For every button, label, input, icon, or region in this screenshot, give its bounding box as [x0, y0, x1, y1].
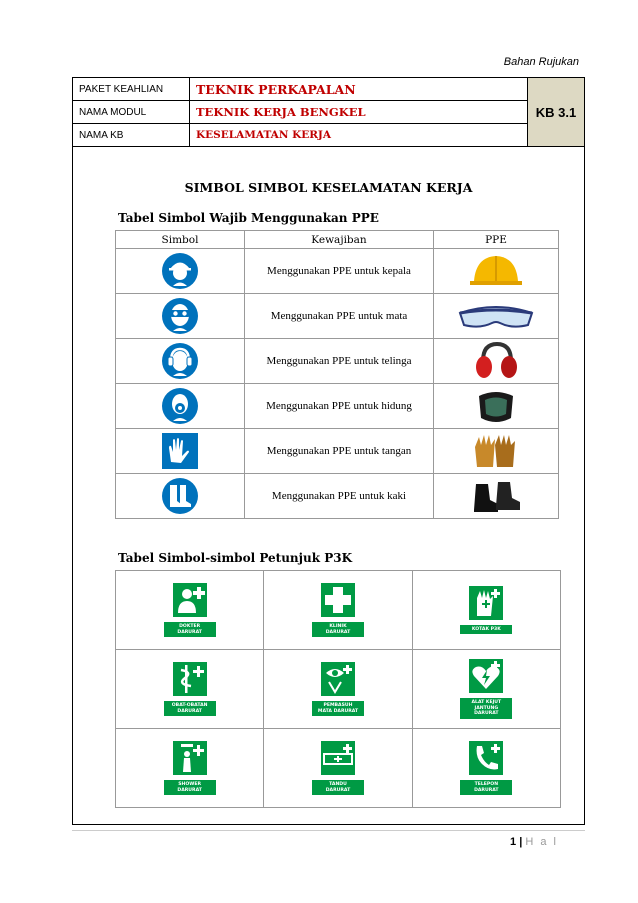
sign-cell	[116, 729, 264, 808]
sign-label: TELEPON DARURAT	[460, 780, 512, 795]
ear-protection-sign-icon	[161, 342, 199, 380]
page-title: SIMBOL SIMBOL KESELAMATAN KERJA	[184, 180, 473, 195]
paket-label: PAKET KEAHLIAN	[73, 78, 190, 101]
stretcher-icon	[321, 741, 355, 775]
sign-cell	[412, 571, 560, 650]
sign-label: PEMBASUH MATA DARURAT	[312, 701, 364, 716]
safety-boots-icon	[468, 476, 524, 516]
sign-label: KLINIK DARURAT	[312, 622, 364, 637]
obligation-text: Menggunakan PPE untuk tangan	[245, 429, 434, 474]
table-row	[116, 294, 559, 339]
helmet-icon	[468, 251, 524, 291]
safety-goggles-icon	[456, 299, 536, 333]
sign-cell	[412, 650, 560, 729]
boots-sign-icon	[161, 477, 199, 515]
p3k-table-caption: Tabel Simbol-simbol Petunjuk P3K	[118, 551, 353, 565]
sign-clinic	[312, 583, 364, 637]
sign-defibrillator	[460, 659, 512, 719]
sign-cell	[264, 729, 412, 808]
kb-label: NAMA KB	[73, 124, 190, 147]
sign-eyewash	[312, 662, 364, 716]
first-aid-box-icon	[469, 586, 503, 620]
ppe-table	[115, 230, 559, 519]
col-header-symbol: Simbol	[116, 231, 245, 249]
modul-label: NAMA MODUL	[73, 101, 190, 124]
eyewash-icon	[321, 662, 355, 696]
table-row	[116, 429, 559, 474]
sign-label: ALAT KEJUT JANTUNG DARURAT	[460, 698, 512, 719]
obligation-text: Menggunakan PPE untuk kaki	[245, 474, 434, 519]
doctor-icon	[173, 583, 207, 617]
sign-telephone	[460, 741, 512, 795]
sign-shower	[164, 741, 216, 795]
sign-label: TANDU DARURAT	[312, 780, 364, 795]
obligation-text: Menggunakan PPE untuk mata	[245, 294, 434, 339]
kb-code: KB 3.1	[528, 78, 585, 147]
page-number: 1	[510, 836, 517, 848]
mask-icon	[471, 386, 521, 426]
obligation-text: Menggunakan PPE untuk kepala	[245, 249, 434, 294]
sign-first-aid-box	[460, 586, 512, 635]
sign-cell	[264, 650, 412, 729]
hard-hat-sign-icon	[161, 252, 199, 290]
telephone-icon	[469, 741, 503, 775]
table-row	[116, 384, 559, 429]
reference-note: Bahan Rujukan	[503, 56, 579, 68]
work-gloves-icon	[471, 431, 521, 471]
sign-cell	[116, 571, 264, 650]
sign-label: OBAT-OBATAN DARURAT	[164, 701, 216, 716]
kb-value: KESELAMATAN KERJA	[190, 124, 528, 147]
obligation-text: Menggunakan PPE untuk telinga	[245, 339, 434, 384]
sign-stretcher	[312, 741, 364, 795]
sign-label: DOKTER DARURAT	[164, 622, 216, 637]
footer-separator: |	[519, 836, 523, 848]
table-row	[116, 249, 559, 294]
earmuff-icon	[471, 341, 521, 381]
sign-label: KOTAK P3K	[460, 625, 512, 635]
footer-word: H a l	[525, 836, 558, 848]
shower-icon	[173, 741, 207, 775]
table-row	[116, 339, 559, 384]
col-header-obligation: Kewajiban	[245, 231, 434, 249]
sign-cell	[116, 650, 264, 729]
obligation-text: Menggunakan PPE untuk hidung	[245, 384, 434, 429]
medicine-icon	[173, 662, 207, 696]
sign-cell	[264, 571, 412, 650]
goggles-sign-icon	[161, 297, 199, 335]
p3k-table	[115, 570, 561, 808]
sign-cell	[412, 729, 560, 808]
clinic-cross-icon	[321, 583, 355, 617]
col-header-ppe: PPE	[434, 231, 559, 249]
footer-divider	[72, 830, 585, 831]
ppe-table-caption: Tabel Simbol Wajib Menggunakan PPE	[118, 211, 379, 225]
page-footer	[510, 836, 558, 848]
sign-doctor	[164, 583, 216, 637]
modul-value: TEKNIK KERJA BENGKEL	[190, 101, 528, 124]
info-table	[72, 77, 585, 147]
gloves-sign-icon	[161, 432, 199, 470]
defibrillator-icon	[469, 659, 503, 693]
respirator-sign-icon	[161, 387, 199, 425]
sign-label: SHOWER DARURAT	[164, 780, 216, 795]
sign-medicine	[164, 662, 216, 716]
paket-value: TEKNIK PERKAPALAN	[190, 78, 528, 101]
table-row	[116, 474, 559, 519]
